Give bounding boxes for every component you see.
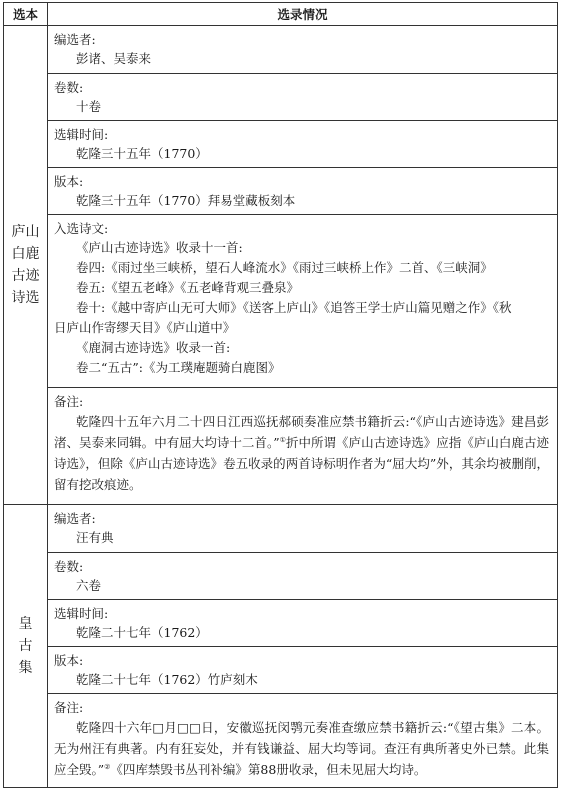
volumes-label: 卷数: [54, 80, 84, 95]
table-row [4, 505, 558, 553]
edition-cell [48, 647, 558, 694]
edition-cell [48, 168, 558, 215]
book-name-line: 古 [18, 638, 33, 654]
volumes-label: 卷数: [54, 559, 84, 574]
edition-label: 版本: [54, 174, 84, 189]
note-text: 乾隆四十五年六月二十四日江西巡抚郝硕奏准应禁书籍折云:“《庐山古迹诗选》建昌彭渚、吴泰来同辑。中有屈大均诗十二首。” [54, 414, 549, 450]
table-row [4, 26, 558, 74]
note-cell [48, 388, 558, 505]
edition-value: 乾隆三十五年（1770）拜易堂藏板刻本 [76, 193, 296, 208]
book-name-line: 白鹿 [11, 246, 40, 262]
time-label: 选辑时间: [54, 127, 109, 142]
table-row [4, 694, 558, 788]
editor-value: 彭诸、吴泰来 [76, 51, 152, 66]
volumes-cell [48, 553, 558, 600]
book-name-line: 诗选 [11, 290, 40, 306]
editor-cell [48, 505, 558, 553]
table-row [4, 388, 558, 505]
poems-line: 卷二“五古”:《为工璞庵题骑白鹿图》 [76, 360, 281, 375]
note-cell [48, 694, 558, 788]
note-paragraph [48, 411, 557, 499]
volumes-value: 十卷 [76, 99, 102, 114]
time-value: 乾隆二十七年（1762） [76, 625, 208, 640]
editor-value: 汪有典 [76, 530, 114, 545]
poems-line: 卷十:《越中寄庐山无可大师》《送客上庐山》《追答王学士庐山篇见赠之作》《秋 [76, 300, 512, 315]
poems-line: 《鹿洞古迹诗选》收录一首: [76, 340, 231, 355]
book-name-line: 集 [18, 660, 33, 676]
editor-label: 编选者: [54, 511, 96, 526]
edition-label: 版本: [54, 653, 84, 668]
poems-line: 《庐山古迹诗选》收录十一首: [76, 240, 243, 255]
edition-value: 乾隆二十七年（1762）竹庐刻木 [76, 672, 258, 687]
book-selection-table [3, 2, 558, 788]
table-row [4, 215, 558, 388]
table-row [4, 168, 558, 215]
poems-line: 卷五:《望五老峰》《五老峰背观三叠泉》 [76, 280, 299, 295]
time-label: 选辑时间: [54, 606, 109, 621]
header-selection-details: 选录情况 [48, 3, 558, 26]
table-row [4, 647, 558, 694]
volumes-value: 六卷 [76, 578, 102, 593]
poems-cell [48, 215, 558, 388]
book-name-cell [4, 505, 48, 788]
volumes-cell [48, 74, 558, 121]
footnote-marker: ② [104, 762, 111, 771]
note-text-continued: 折中所谓《庐山古迹诗选》应指《庐山白鹿古迹诗选》，但除《庐山古迹诗选》卷五收录的两首诗标明作者为“屈大均”外，其余均被删削，留有挖改痕迹。 [54, 435, 549, 492]
poems-label: 入选诗文: [54, 221, 109, 236]
footnote-marker: ① [279, 435, 286, 444]
note-label: 备注: [54, 394, 84, 409]
time-value: 乾隆三十五年（1770） [76, 146, 208, 161]
editor-label: 编选者: [54, 32, 96, 47]
poems-line: 卷四:《雨过坐三峡桥，望石人峰流水》《雨过三峡桥上作》二首、《三峡洞》 [76, 260, 493, 275]
note-label: 备注: [54, 700, 84, 715]
note-text: 乾隆四十六年□月□□日，安徽巡抚闵鹗元奏准查缴应禁书籍折云:“《望古集》二本。无为州汪有典著。内有狂妄处，并有钱谦益、屈大均等词。查汪有典所著史外已禁。此集应全毁。” [54, 720, 549, 777]
table-header-row [4, 3, 558, 26]
time-cell [48, 600, 558, 647]
header-selection-book: 选本 [4, 3, 48, 26]
time-cell [48, 121, 558, 168]
table-row [4, 600, 558, 647]
editor-cell [48, 26, 558, 74]
book-name-line: 庐山 [11, 224, 40, 240]
book-name-line: 古迹 [11, 268, 40, 284]
table-row [4, 74, 558, 121]
note-paragraph [48, 717, 557, 784]
table-row [4, 553, 558, 600]
book-name-line: 皇 [18, 616, 33, 632]
book-name-cell [4, 26, 48, 505]
note-text-continued: 《四库禁毁书丛刊补编》第88册收录，但未见屈大均诗。 [110, 762, 427, 777]
poems-line: 日庐山作寄缪天目》《庐山道中》 [54, 320, 236, 335]
table-row [4, 121, 558, 168]
